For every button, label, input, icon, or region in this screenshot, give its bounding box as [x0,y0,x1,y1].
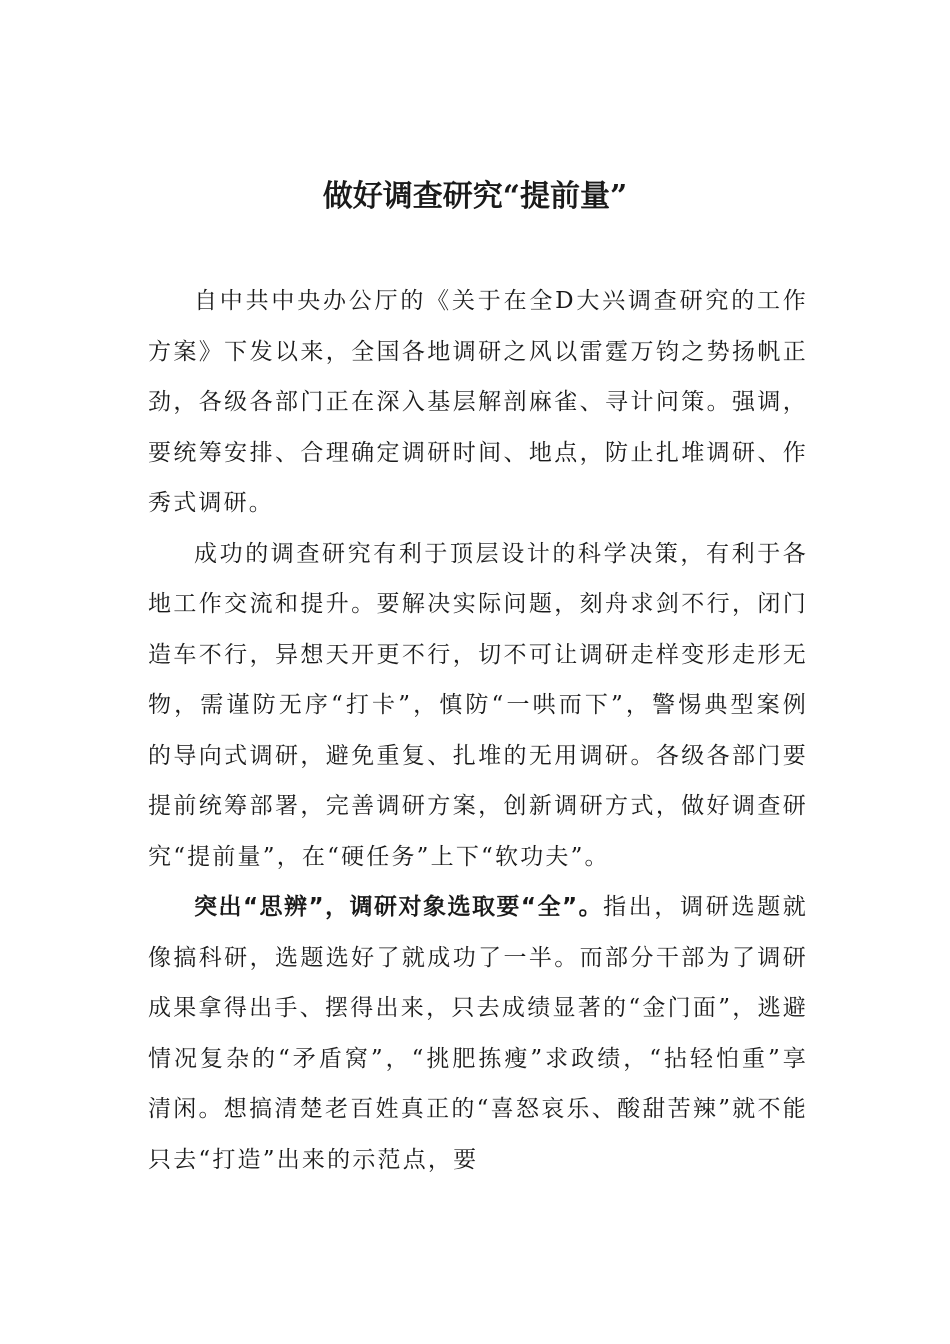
paragraph-2-text: 成功的调查研究有利于顶层设计的科学决策，有利于各地工作交流和提升。要解决实际问题，刻舟求剑不行，闭门造车不行，异想天开更不行，切不可让调研走样变形走形无物，需谨防无序“打卡”，慎防“一哄而下”，警惕典型案例的导向式调研，避免重复、扎堆的无用调研。各级各部门要提前统筹部署，完善调研方案，创新调研方式，做好调查研究“提前量”，在“硬任务”上下“软功夫”。 [148,540,808,870]
paragraph-3-text: 指出，调研选题就像搞科研，选题选好了就成功了一半。而部分干部为了调研成果拿得出手、摆得出来，只去成绩显著的“金门面”，逃避情况复杂的“矛盾窝”，“挑肥拣瘦”求政绩，“拈轻怕重”享清闲。想搞清楚老百姓真正的“喜怒哀乐、酸甜苦辣”就不能只去“打造”出来的示范点，要 [148,894,809,1173]
document-body [148,276,808,1185]
document-title: 做好调查研究“提前量” [322,179,628,214]
paragraph-3-lead: 突出“思辨”，调研对象选取要“全”。 [194,894,604,920]
paragraph-1 [148,276,808,529]
paragraph-2 [148,529,808,883]
paragraph-1-text: 自中共中央办公厅的《关于在全D大兴调查研究的工作方案》下发以来，全国各地调研之风以雷霆万钧之势扬帆正劲，各级各部门正在深入基层解剖麻雀、寻计问策。强调，要统筹安排、合理确定调研时间、地点，防止扎堆调研、作秀式调研。 [148,288,808,516]
paragraph-3 [148,882,808,1185]
